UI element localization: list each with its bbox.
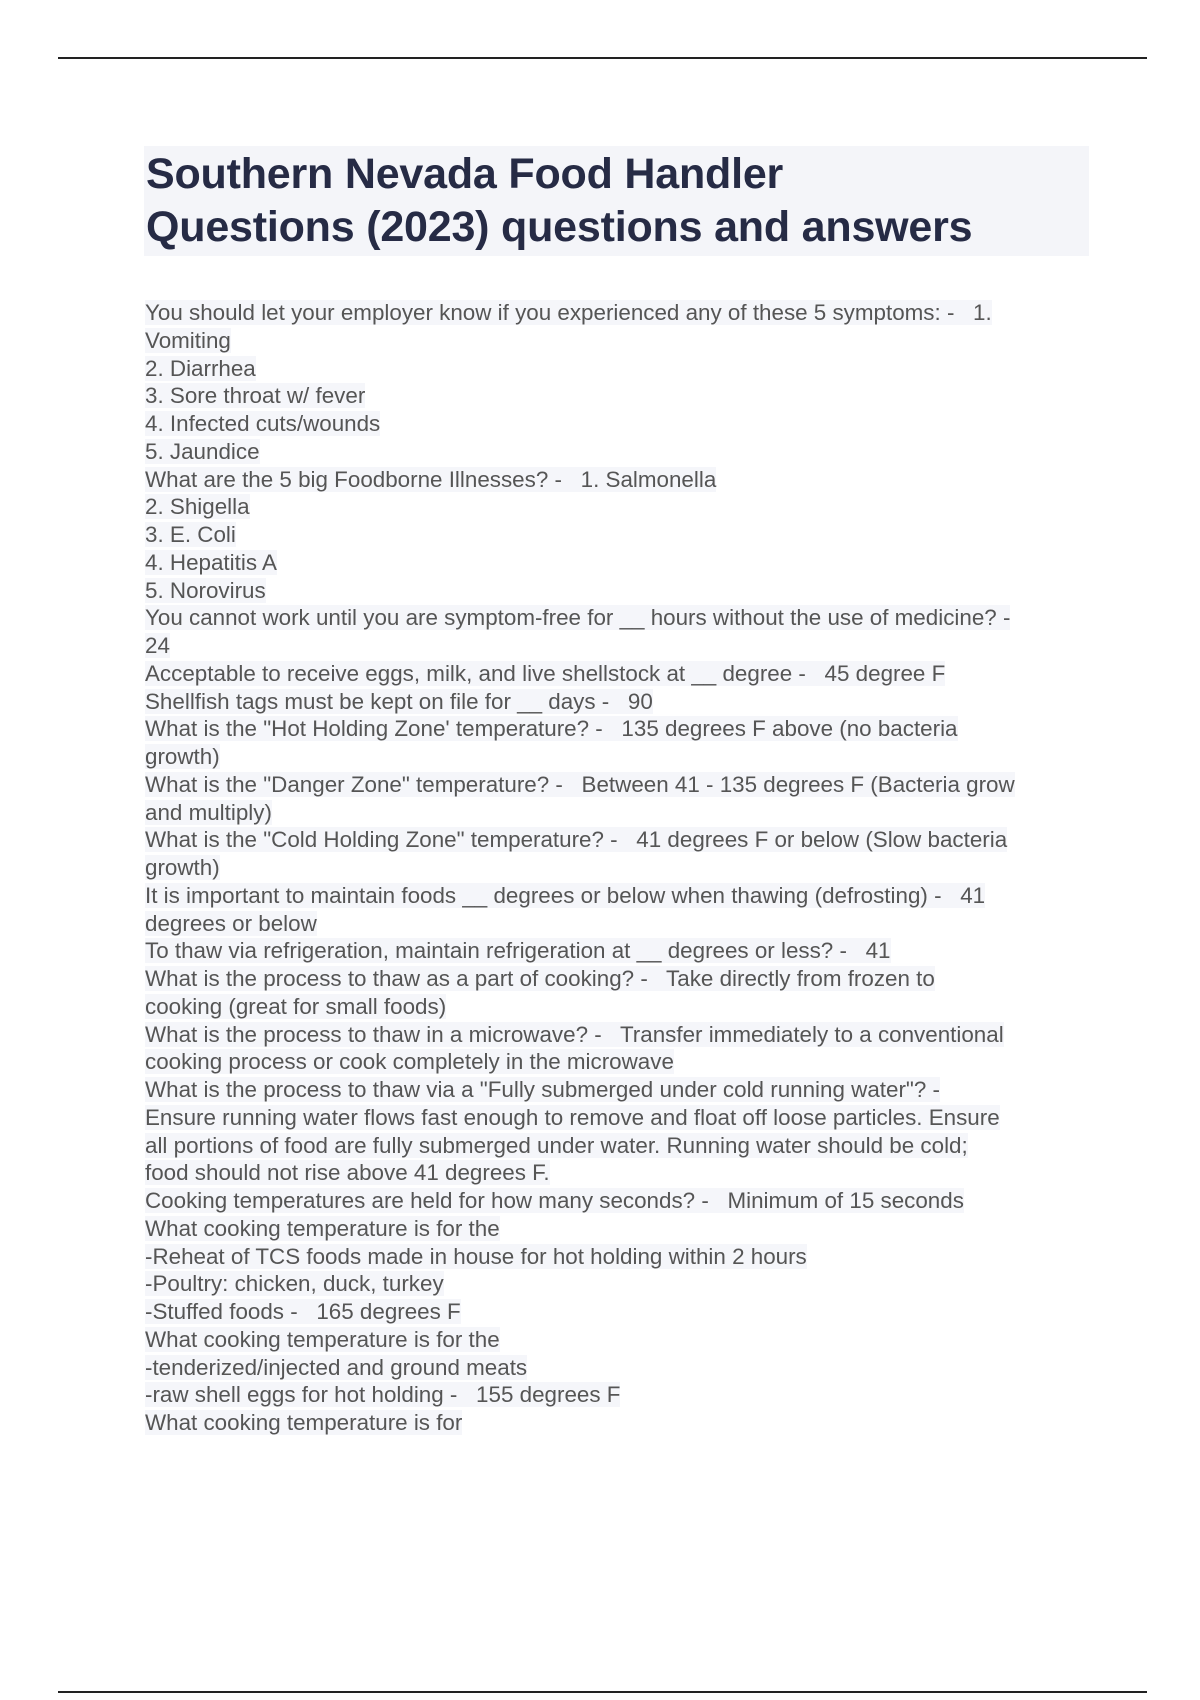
text-line [145,327,1095,355]
text-line [145,1381,1095,1409]
text-line [145,1187,1095,1215]
text-line [145,799,1095,827]
text-line [145,466,1095,494]
text-line [145,299,1095,327]
text-line-content: growth) [145,855,220,880]
text-line [145,743,1095,771]
text-line-content: What cooking temperature is for the [145,1215,500,1241]
text-line [145,688,1095,716]
text-line [145,382,1095,410]
footer-rule [58,1691,1147,1693]
text-line-content: What is the process to thaw in a microwave? - Transfer immediately to a conventional [145,1021,1004,1047]
text-line [145,910,1095,938]
text-line-content: 5. Jaundice [145,438,260,464]
text-line [145,1159,1095,1187]
text-line-content: 3. Sore throat w/ fever [145,383,366,409]
text-line [145,521,1095,549]
text-line [145,1326,1095,1354]
text-line-content: -raw shell eggs for hot holding - 155 degrees F [145,1382,621,1408]
text-line-content: 4. Infected cuts/wounds [145,411,381,436]
text-line-content: Vomiting [145,327,231,353]
text-line-content: What is the process to thaw via a "Fully submerged under cold running water"? - [145,1077,940,1102]
text-line-content: Acceptable to receive eggs, milk, and live shellstock at __ degree - 45 degree F [145,660,946,686]
text-line [145,993,1095,1021]
text-line-content: -tenderized/injected and ground meats [145,1354,528,1380]
text-line [145,438,1095,466]
text-line [145,965,1095,993]
text-line-content: 2. Shigella [145,494,250,520]
text-line-content: What are the 5 big Foodborne Illnesses? - 1. Salmonella [145,466,717,492]
text-line [145,1354,1095,1382]
text-line [145,577,1095,605]
text-line-content: What is the "Danger Zone" temperature? - Between 41 - 135 degrees F (Bacteria grow [145,771,1015,797]
text-line-content: What is the process to thaw as a part of cooking? - Take directly from frozen to [145,966,935,991]
text-line-content: all portions of food are fully submerged under water. Running water should be cold; [145,1132,968,1158]
text-line [145,1215,1095,1243]
text-line [145,854,1095,882]
text-line-content: To thaw via refrigeration, maintain refrigeration at __ degrees or less? - 41 [145,938,891,964]
text-line [145,937,1095,965]
text-line-content: What is the "Hot Holding Zone' temperature? - 135 degrees F above (no bacteria [145,716,958,742]
title-line-1: Southern Nevada Food Handler [146,150,784,198]
text-line-content: cooking process or cook completely in the microwave [145,1049,674,1075]
text-line-content: 24 [145,633,170,658]
text-line-content: -Poultry: chicken, duck, turkey [145,1271,444,1297]
text-line [145,1132,1095,1160]
text-line [145,826,1095,854]
text-line [145,1270,1095,1298]
text-line-content: -Reheat of TCS foods made in house for hot holding within 2 hours [145,1243,807,1269]
text-line-content: food should not rise above 41 degrees F. [145,1160,550,1186]
text-line-content: What is the "Cold Holding Zone" temperature? - 41 degrees F or below (Slow bacteria [145,827,1008,853]
text-line-content: What cooking temperature is for the [145,1326,500,1352]
text-line-content: Ensure running water flows fast enough to remove and float off loose particles. Ensure [145,1104,1000,1130]
text-line [145,1048,1095,1076]
text-line [145,604,1095,632]
text-line-content: You should let your employer know if you experienced any of these 5 symptoms: - 1. [145,300,992,325]
text-line-content: cooking (great for small foods) [145,993,447,1019]
text-line-content: Shellfish tags must be kept on file for __ days - 90 [145,688,653,714]
text-line [145,715,1095,743]
text-line-content: What cooking temperature is for [145,1410,463,1435]
text-line [145,493,1095,521]
page-title [146,148,972,254]
text-line [145,1076,1095,1104]
text-line [145,355,1095,383]
text-line-content: degrees or below [145,910,317,936]
text-line-content: -Stuffed foods - 165 degrees F [145,1299,461,1324]
text-line [145,660,1095,688]
text-line-content: It is important to maintain foods __ degrees or below when thawing (defrosting) - 41 [145,882,986,908]
text-line-content: growth) [145,744,220,769]
text-line [145,1298,1095,1326]
qa-content [145,299,1095,1437]
text-line-content: 2. Diarrhea [145,355,256,381]
text-line [145,771,1095,799]
text-line-content: 4. Hepatitis A [145,549,277,575]
text-line-content: Cooking temperatures are held for how many seconds? - Minimum of 15 seconds [145,1188,964,1213]
text-line-content: You cannot work until you are symptom-free for __ hours without the use of medicine? - [145,605,1011,631]
text-line [145,1021,1095,1049]
text-line [145,549,1095,577]
header-rule [58,57,1147,59]
text-line [145,1409,1095,1437]
text-line [145,410,1095,438]
text-line-content: 3. E. Coli [145,522,236,547]
text-line [145,1104,1095,1132]
text-line [145,882,1095,910]
title-line-2: Questions (2023) questions and answers [146,203,973,251]
text-line [145,1243,1095,1271]
text-line-content: and multiply) [145,799,272,825]
text-line [145,632,1095,660]
text-line-content: 5. Norovirus [145,577,266,603]
